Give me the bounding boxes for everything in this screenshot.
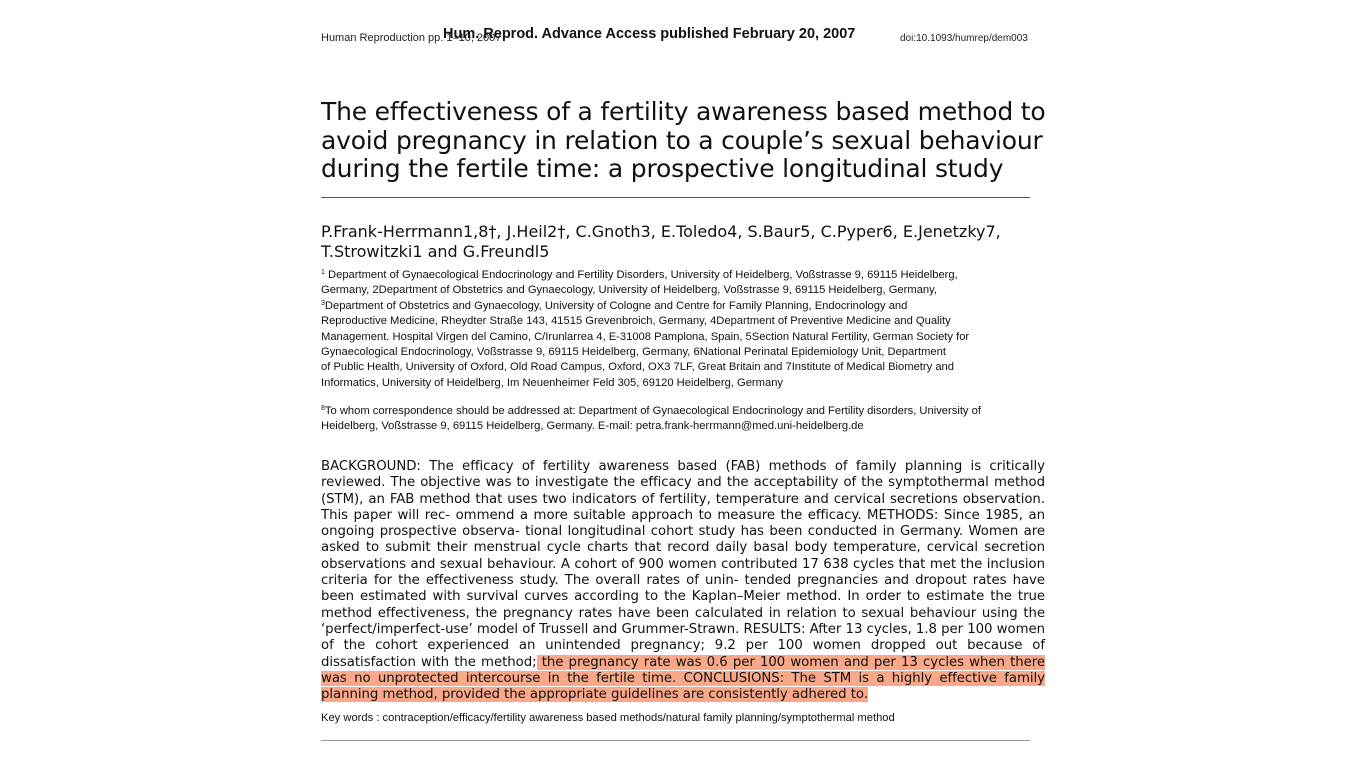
title-divider <box>321 197 1030 198</box>
correspondence-text: To whom correspondence should be addressed at: Department of Gynaecological Endocrinology and Fertility disorders, University of <box>324 405 981 417</box>
affiliation-line: of Public Health, University of Oxford, Old Road Campus, Oxford, OX3 7LF, Great Britain and 7Institute of Medical Biometry and <box>321 361 954 374</box>
affiliation-line: Gynaecological Endocrinology, Voßstrasse 9, 69115 Heidelberg, Germany, 6National Perinatal Epidemiology Unit, Department <box>321 346 946 359</box>
superscript-marker: 3 <box>321 299 325 307</box>
affiliation-line: Management. Hospital Virgen del Camino, C/Irunlarrea 4, E-31008 Pamplona, Spain, 5Section Natural Fertility, German Society for <box>321 330 970 343</box>
keywords-line: Key words : contraception/efficacy/fertility awareness based methods/natural family planning/symptothermal method <box>321 712 895 724</box>
superscript-marker: 1 <box>321 269 325 276</box>
superscript-marker: 8 <box>321 405 325 412</box>
affiliations <box>321 268 1041 391</box>
abstract-highlight[interactable]: the pregnancy rate was 0.6 per 100 women and per 13 cycles when there was no unprotected intercourse in the fertile time. CONCLUSIONS: The STM is a highly effective family planning method, provided the appropriate guidelines are consistently adhered to. <box>321 654 1045 703</box>
abstract <box>321 459 1045 703</box>
author-line: T.Strowitzki1 and G.Freundl5 <box>321 242 550 261</box>
affiliation-text: Department of Gynaecological Endocrinology and Fertility Disorders, University of Heidelberg, Voßstrasse 9, 69115 Heidelberg, <box>328 269 958 281</box>
affiliation-line <box>321 299 1041 314</box>
affiliation-text: Department of Obstetrics and Gynaecology, University of Cologne and Centre for Family Planning, Endocrinology and <box>324 299 908 312</box>
correspondence-line: Heidelberg, Voßstrasse 9, 69115 Heidelberg, Germany. E-mail: petra.frank-herrmann@med.uni-heidelberg.de <box>321 420 864 433</box>
bottom-divider <box>321 740 1030 741</box>
abstract-text: BACKGROUND: The efficacy of fertility awareness based (FAB) methods of family planning is critically reviewed. The objective was to investigate the efficacy and the acceptability of the symptothermal method (STM), an FAB method that uses two indicators of fertility, temperature and cervical secretions observation. This paper will rec- ommend a more suitable approach to measure the efficacy. METHODS: Since 1985, an ongoing prospective observa- tional longitudinal cohort study has been conducted in Germany. Women are asked to submit their menstrual cycle charts that record daily basal body temperature, cervical secretion observations and sexual behaviour. A cohort of 900 women contributed 17 638 cycles that met the inclusion criteria for the effectiveness study. The overall rates of unin- tended pregnancies and dropout rates have been estimated with survival curves according to the Kaplan–Meier method. In order to estimate the true method effectiveness, the pregnancy rates have been calculated in relation to sexual behaviour using the ‘perfect/imperfect-use’ model of Trussell and Grummer-Strawn. RESULTS: After 13 cycles, 1.8 per 100 women of the cohort experienced an unintended pregnancy; 9.2 per 100 women dropped out because of dissatisfaction with the method; <box>321 459 1045 670</box>
paper-title: The effectiveness of a fertility awareness based method to avoid pregnancy in relation to a couple’s sexual behaviour during the fertile time: a prospective longitudinal study <box>321 97 1046 183</box>
advance-access-banner: Hum. Reprod. Advance Access published February 20, 2007 <box>443 26 856 42</box>
affiliation-line <box>321 268 1041 283</box>
affiliation-line: Reproductive Medicine, Rheydter Straße 143, 41515 Grevenbroich, Germany, 4Department of Preventive Medicine and Quality <box>321 315 951 328</box>
doi-label: doi:10.1093/humrep/dem003 <box>900 33 1028 44</box>
correspondence-note <box>321 404 1041 435</box>
correspondence-line <box>321 404 1041 419</box>
affiliation-line: Informatics, University of Heidelberg, Im Neuenheimer Feld 305, 69120 Heidelberg, Germany <box>321 376 784 389</box>
author-list <box>321 222 1041 262</box>
affiliation-line: Germany, 2Department of Obstetrics and Gynaecology, University of Heidelberg, Voßstrasse 9, 69115 Heidelberg, Germany, <box>321 284 938 297</box>
author-line: P.Frank-Herrmann1,8†, J.Heil2†, C.Gnoth3, E.Toledo4, S.Baur5, C.Pyper6, E.Jenetzky7, <box>321 222 1001 241</box>
journal-citation: Human Reproduction pp. 1–10, 2007 <box>321 32 502 44</box>
